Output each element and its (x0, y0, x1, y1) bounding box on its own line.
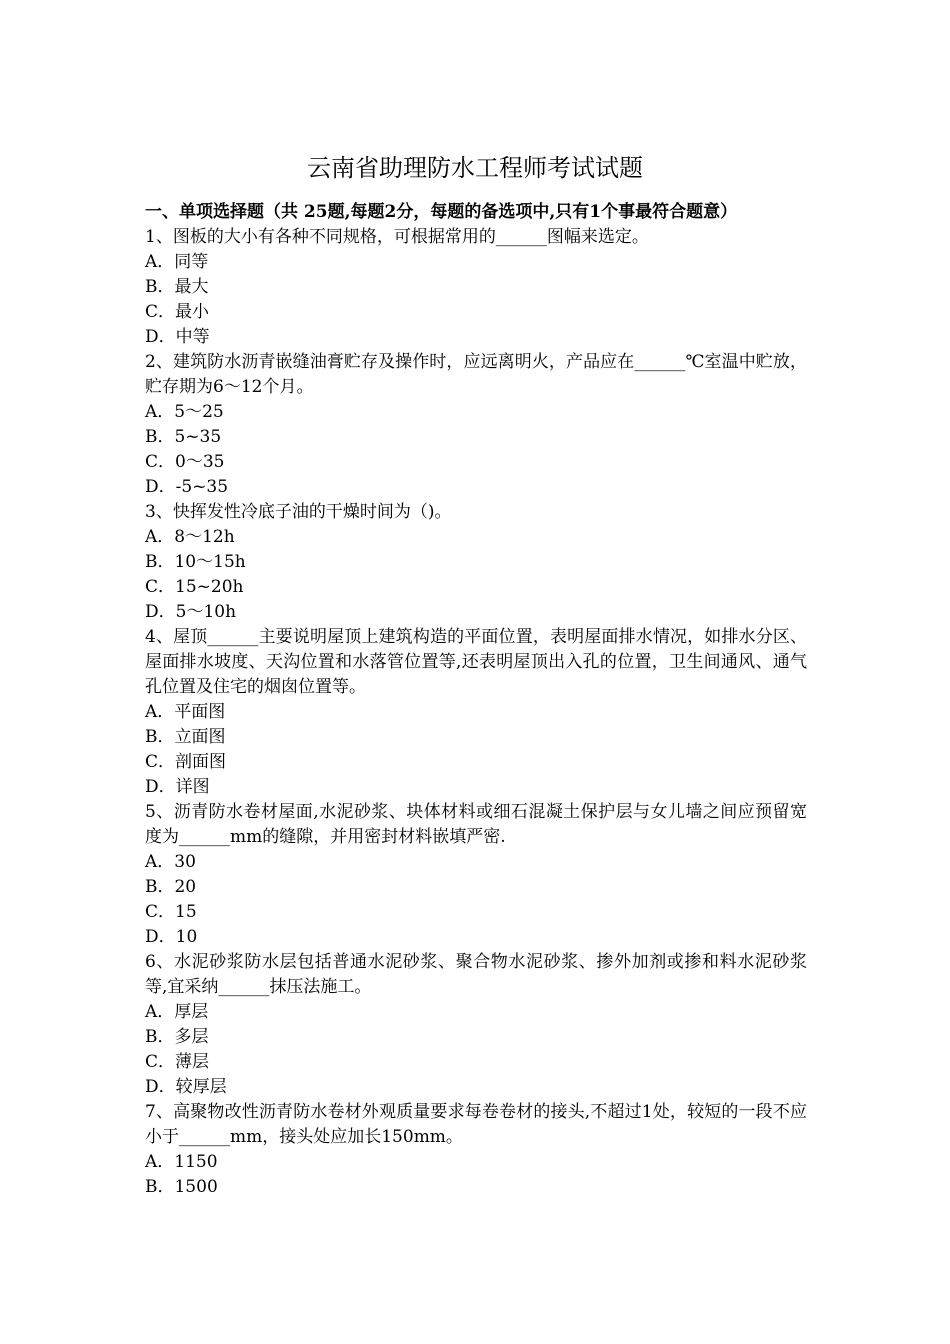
option-b: B．1500 (145, 1177, 218, 1197)
option-d: D．-5~35 (145, 477, 229, 497)
option-b: B．20 (145, 877, 197, 897)
question-text: 2、建筑防水沥青嵌缝油膏贮存及操作时，应远离明火，产品应在______℃室温中贮放，贮存期为6～12个月。 (145, 352, 807, 397)
option-b: B．最大 (145, 277, 209, 297)
question-text: 5、沥青防水卷材屋面,水泥砂浆、块体材料或细石混凝土保护层与女儿墙之间应预留宽度为______mm的缝隙，并用密封材料嵌填严密. (145, 802, 807, 847)
option-a: A．30 (145, 852, 196, 872)
option-b: B．10～15h (145, 552, 246, 572)
option-d: D．10 (145, 927, 198, 947)
option-c: C．15~20h (145, 577, 244, 597)
option-a: A．8～12h (145, 527, 235, 547)
option-c: C．剖面图 (145, 752, 227, 772)
option-b: B．多层 (145, 1027, 209, 1047)
question-text: 6、水泥砂浆防水层包括普通水泥砂浆、聚合物水泥砂浆、掺外加剂或掺和料水泥砂浆等,宜采纳______抹压法施工。 (145, 952, 807, 997)
option-a: A．同等 (145, 252, 209, 272)
option-c: C．薄层 (145, 1052, 210, 1072)
question-text: 1、图板的大小有各种不同规格，可根据常用的______图幅来选定。 (145, 227, 649, 247)
section-heading: 一、单项选择题（共 25题,每题2分，每题的备选项中,只有1个事最符合题意） (145, 202, 738, 222)
question-1 (145, 225, 807, 350)
question-6 (145, 950, 807, 1100)
option-a: A．厚层 (145, 1002, 209, 1022)
option-d: D．详图 (145, 777, 210, 797)
option-c: C．最小 (145, 302, 210, 322)
question-7 (145, 1100, 807, 1200)
question-2 (145, 350, 807, 500)
question-text: 4、屋顶______主要说明屋顶上建筑构造的平面位置，表明屋面排水情况，如排水分区、屋面排水坡度、天沟位置和水落管位置等,还表明屋顶出入孔的位置，卫生间通风、通气孔位置及住宅的烟囱位置等。 (145, 627, 807, 697)
option-a: A．平面图 (145, 702, 226, 722)
question-3 (145, 500, 807, 625)
option-a: A．5～25 (145, 402, 224, 422)
question-text: 7、高聚物改性沥青防水卷材外观质量要求每卷卷材的接头,不超过1处，较短的一段不应小于______mm，接头处应加长150mm。 (145, 1102, 807, 1147)
question-5 (145, 800, 807, 950)
document-body (145, 200, 807, 1200)
option-d: D．5～10h (145, 602, 237, 622)
option-d: D．中等 (145, 327, 210, 347)
question-4 (145, 625, 807, 800)
question-text: 3、快挥发性冷底子油的干燥时间为（)。 (145, 502, 452, 522)
option-c: C．0～35 (145, 452, 225, 472)
document-title: 云南省助理防水工程师考试试题 (307, 154, 643, 182)
option-c: C．15 (145, 902, 197, 922)
option-a: A．1150 (145, 1152, 218, 1172)
option-b: B．5~35 (145, 427, 222, 447)
option-b: B．立面图 (145, 727, 226, 747)
option-d: D．较厚层 (145, 1077, 227, 1097)
